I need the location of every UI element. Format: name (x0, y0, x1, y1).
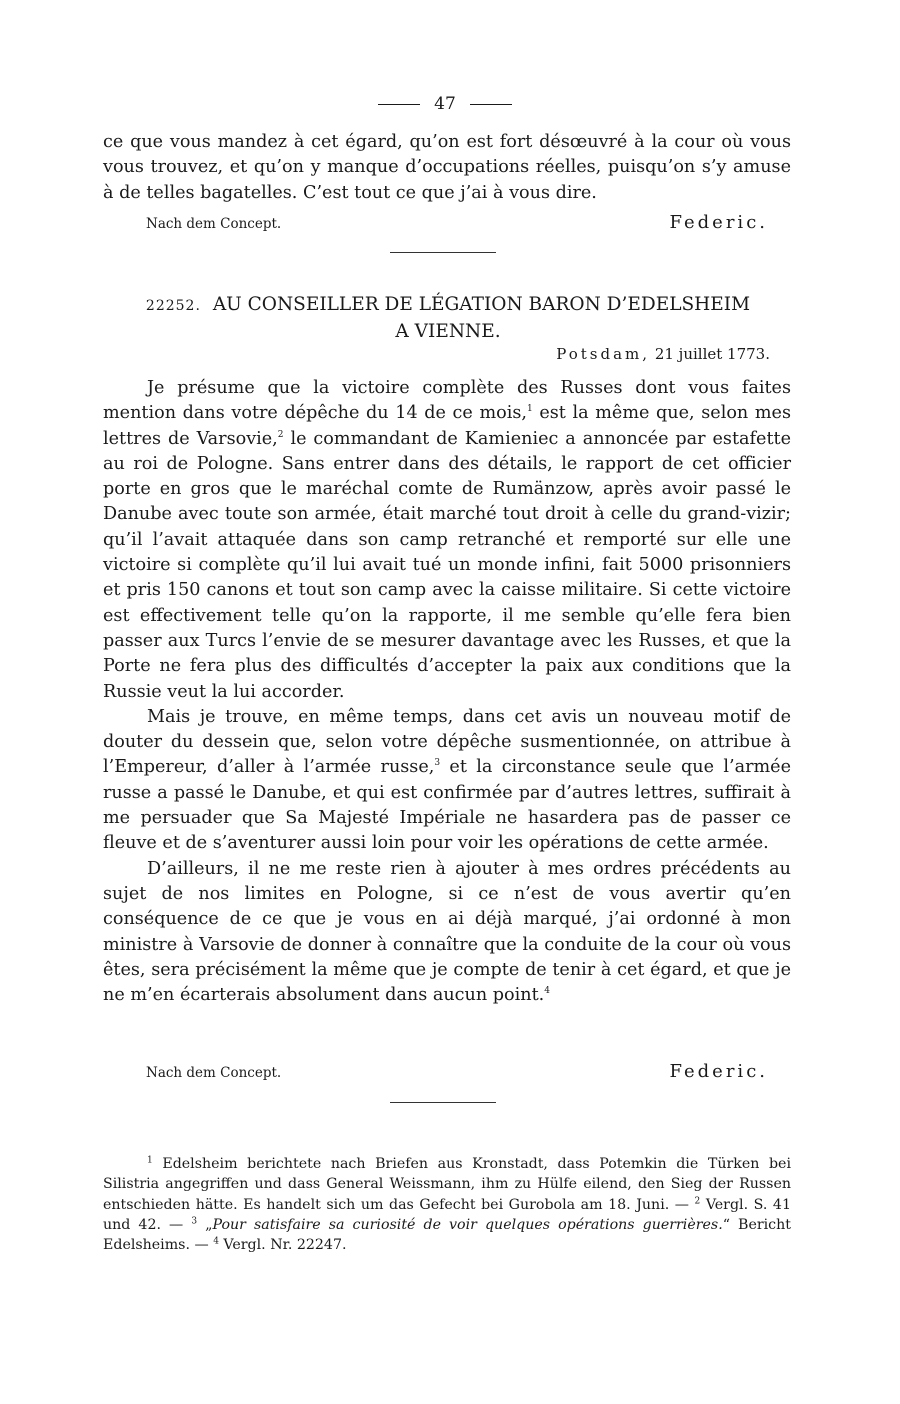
footnote-ref-4: 4 (544, 986, 551, 997)
footnote-3-quote: Pour satisfaire sa curiosité de voir quelques opérations guerrières. (212, 1216, 723, 1233)
footnote-2: Vergl. S. 41 und 42. — (103, 1196, 791, 1233)
para2-part-a: Mais je trouve, en même temps, dans cet avis un nouveau motif de douter du dessein que, selon votre dépêche susmentionnée, on attribue à l’Empereur, d’aller à l’armée russe, (103, 706, 791, 778)
header-rule-left (378, 104, 420, 105)
signature: Federic. (669, 212, 768, 233)
para3-text: D’ailleurs, il ne me reste rien à ajouter à mes ordres précédents au sujet de nos limites en Pologne, si ce n’est de vous avertir qu’en conséquence de ce que je vous en ai déjà marqué, j’ai ordonné à mon ministre à Varsovie de donner à connaître que la conduite de la cour où vous êtes, sera précisément la même que je compte de tenir à cet égard, et que je ne m’en écarterais absolument dans aucun point. (103, 858, 791, 1006)
body-paragraph-3 (103, 857, 791, 1009)
footnote-num-1: 1 (147, 1155, 153, 1166)
footnote-num-2: 2 (694, 1195, 701, 1206)
body-paragraph-1 (103, 376, 791, 705)
footnote-ref-2: 2 (277, 429, 284, 440)
dateline (556, 345, 770, 363)
footnote-separator (390, 1102, 496, 1103)
signature-line-2 (146, 1061, 768, 1082)
footnote-1: Edelsheim berichtete nach Briefen aus Kronstadt, dass Potemkin die Türken bei Silistria angegriffen und dass General Weissmann, ihm zu Hülfe eilend, den Sieg der Russen entschieden hätte. Es handelt sich um das Gefecht bei Gurobola am 18. Juni. — (103, 1156, 791, 1213)
footnote-3-close: “ Bericht Edelsheims. — (103, 1216, 791, 1254)
section-separator (390, 252, 496, 253)
para1-part-b: est la même que, selon mes lettres de Varsovie, (103, 403, 791, 449)
para1-part-a: Je présume que la victoire complète des Russes dont vous faites mention dans votre dépêche du 14 de ce mois, (103, 378, 791, 424)
body-paragraph-2 (103, 705, 791, 857)
concept-note: Nach dem Concept. (146, 216, 282, 232)
footnote-num-4: 4 (213, 1236, 219, 1247)
signature-line-1 (146, 212, 768, 233)
footnotes (103, 1154, 791, 1255)
concept-note: Nach dem Concept. (146, 1065, 282, 1081)
heading-line-2: A VIENNE. (395, 321, 501, 342)
letter-body (103, 376, 791, 1008)
footnote-num-3: 3 (191, 1216, 198, 1227)
page-header (370, 92, 520, 116)
header-rule-right (470, 104, 512, 105)
footnote-4: Vergl. Nr. 22247. (218, 1237, 347, 1254)
page-number: 47 (434, 94, 456, 114)
opening-paragraph-block (103, 130, 791, 206)
signature: Federic. (669, 1061, 768, 1082)
footnote-ref-3: 3 (434, 758, 441, 769)
letter-heading (103, 292, 793, 344)
para1-part-c: le commandant de Kamieniec a annoncée par estafette au roi de Pologne. Sans entrer dans des détails, le rapport de cet officier porte en gros que le maréchal comte de Rumänzow, après avoir passé le Danube avec toute son armée, était marché tout droit à celle du grand-vizir; qu’il l’avait attaquée dans son camp retranché et remporté sur elle une victoire si complète qu’il lui avait tué un monde infini, fait 5000 prisonniers et pris 150 canons et tout son camp avec la caisse militaire. Si cette victoire est effectivement telle qu’on la rapporte, il me semble qu’elle fera bien passer aux Turcs l’envie de se mesurer davantage avec les Russes, et que la Porte ne fera plus des difficultés d’accepter la paix aux conditions que la Russie veut la lui accorder. (103, 428, 792, 702)
opening-paragraph: ce que vous mandez à cet égard, qu’on est fort désœuvré à la cour où vous vous trouvez, et qu’on y manque d’occupations réelles, puisqu’on s’y amuse à de telles bagatelles. C’est tout ce que j’ai à vous dire. (103, 132, 791, 203)
dateline-date: 21 juillet 1773. (654, 345, 770, 363)
footnote-3-open: „ (197, 1216, 213, 1233)
footnote-text (103, 1154, 791, 1255)
dateline-place: Potsdam, (556, 345, 651, 363)
para2-part-b: et la circonstance seule que l’armée russe a passé le Danube, et qui est confirmée par d’autres lettres, suffirait à me persuader que Sa Majesté Impériale ne hasardera pas de passer ce fleuve et de s’aventurer aussi loin pour voir les opérations de cette armée. (103, 757, 791, 854)
letter-number: 22252. (145, 298, 201, 314)
footnote-ref-1: 1 (526, 404, 533, 415)
heading-line-1: AU CONSEILLER DE LÉGATION BARON D’EDELSHEIM (212, 294, 751, 315)
